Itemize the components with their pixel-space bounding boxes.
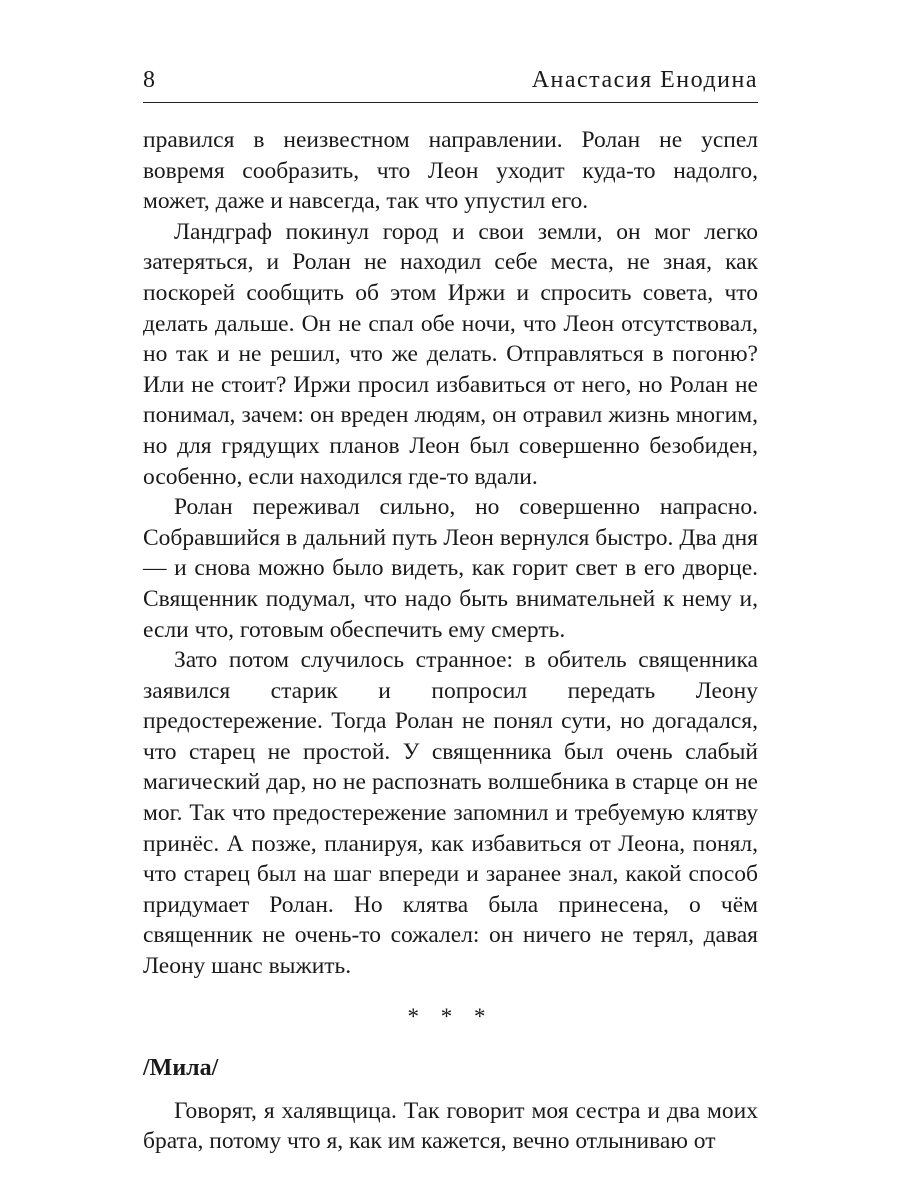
- running-head: [143, 62, 758, 103]
- section-separator: * * *: [407, 1003, 494, 1029]
- paragraph: Говорят, я халявщица. Так говорит моя сестра и два моих брата, потому что я, как им кажется, вечно отлыниваю от: [143, 1097, 758, 1155]
- paragraph: Зато потом случилось странное: в обитель священника заявился старик и попросил передать Леону предостережение. Тогда Ролан не понял сути, но догадался, что старец не простой. У священника был очень слабый магический дар, но не распознать волшебника в старце он не мог. Так что предостережение запомнил и требуемую клятву принёс. А позже, планируя, как избавиться от Леона, понял, что старец был на шаг впереди и заранее знал, какой способ придумает Ролан. Но клятва была принесена, о чём священник не очень-то сожалел: он ничего не терял, давая Леону шанс выжить.: [143, 647, 758, 980]
- paragraph: Ролан переживал сильно, но совершенно напрасно. Собравшийся в дальний путь Леон вернулся быстро. Два дня — и снова можно было видеть, как горит свет в его дворце. Священник подумал, что надо быть внимательней к нему и, если что, готовым обеспечить ему смерть.: [143, 494, 758, 643]
- section-text: [143, 1096, 758, 1157]
- book-page: [143, 62, 758, 1157]
- chapter-text: [143, 125, 758, 982]
- paragraph-continued: правился в неизвестном направлении. Ролан не успел вовремя сообразить, что Леон уходит куда-то надолго, может, даже и навсегда, так что упустил его.: [143, 127, 758, 215]
- book-author: Анастасия Енодина: [531, 67, 758, 93]
- section-title: /Мила/: [143, 1054, 219, 1081]
- page-number: 8: [143, 67, 155, 93]
- paragraph: Ландграф покинул город и свои земли, он мог легко затеряться, и Ролан не находил себе места, не зная, как поскорей сообщить об этом Иржи и спросить совета, что делать дальше. Он не спал обе ночи, что Леон отсутствовал, но так и не решил, что же делать. Отправляться в погоню? Или не стоит? Иржи просил избавиться от него, но Ролан не понимал, зачем: он вреден людям, он отравил жизнь многим, но для грядущих планов Леон был совершенно безобиден, особенно, если находился где-то вдали.: [143, 218, 758, 490]
